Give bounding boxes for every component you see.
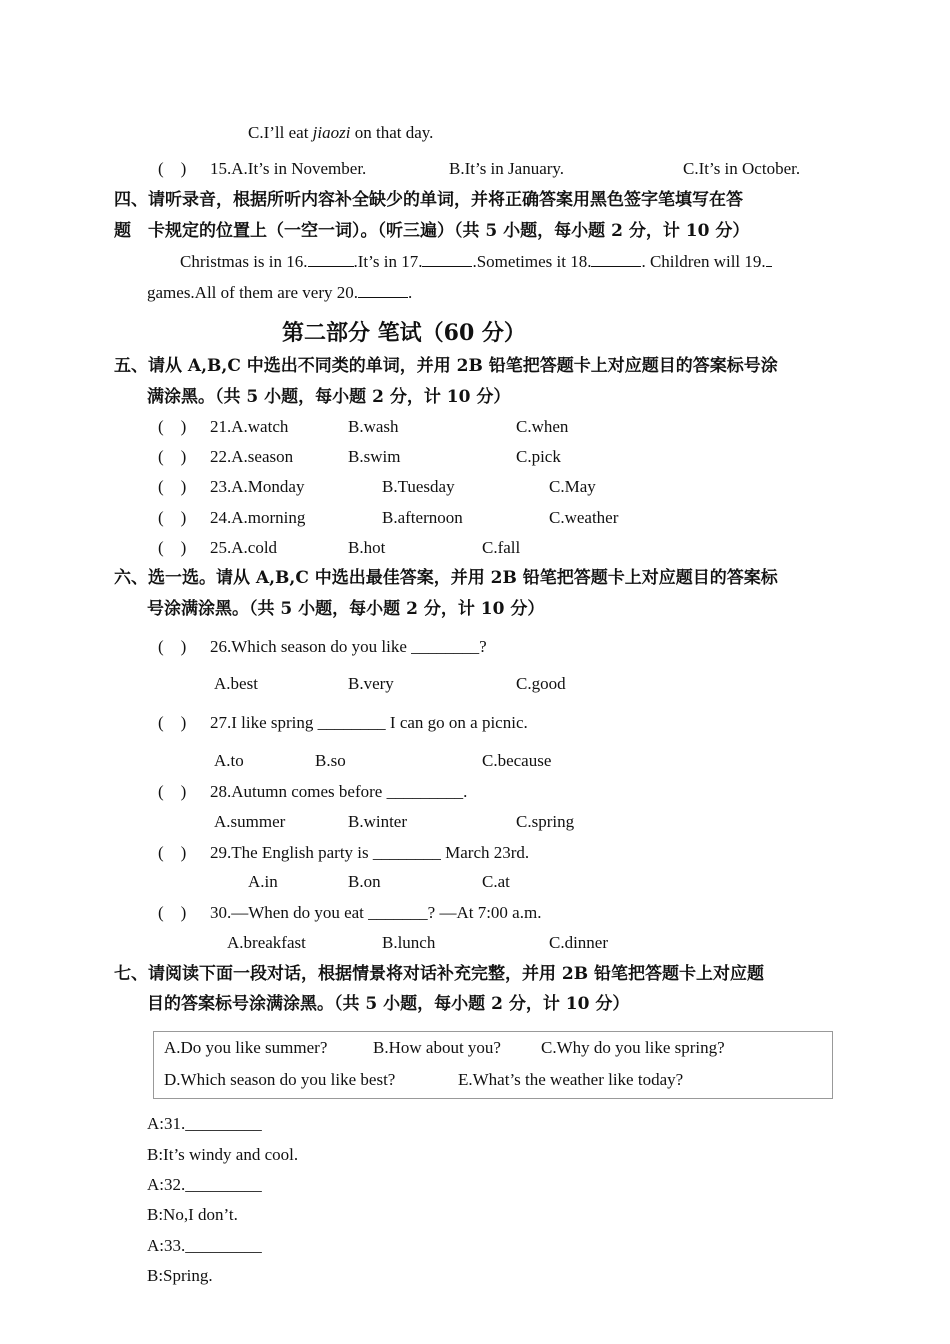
- section6-heading-line1: 六、选一选。请从 A,B,C 中选出最佳答案，并用 2B 铅笔把答题卡上对应题目的答案标: [114, 568, 778, 588]
- q24-option-b: B.afternoon: [382, 508, 463, 527]
- q22-option-c: C.pick: [516, 447, 561, 466]
- q21-option-c: C.when: [516, 417, 569, 436]
- dialogue-line: B:It’s windy and cool.: [147, 1145, 299, 1164]
- q24-option-c: C.weather: [549, 508, 619, 527]
- q23-option-b: B.Tuesday: [382, 477, 455, 496]
- q27-question: 27.I like spring ________ I can go on a picnic.: [210, 713, 528, 732]
- section4-text-line2: games.All of them are very 20. .: [147, 283, 413, 302]
- q15-option-a: 15.A.It’s in November.: [210, 159, 367, 178]
- q21-option-b: B.wash: [348, 417, 399, 436]
- q23-option-c: C.May: [549, 477, 596, 496]
- q28-option-b: B.winter: [348, 812, 408, 831]
- option-d: D.Which season do you like best?: [164, 1070, 396, 1089]
- q28-question: 28.Autumn comes before _________.: [210, 782, 468, 801]
- q14-option-c: C.I’ll eat jiaozi on that day.: [248, 123, 434, 142]
- section6-heading-line2: 号涂满涂黑。（共 5 小题，每小题 2 分，计 10 分）: [147, 599, 545, 619]
- q26-option-a: A.best: [214, 674, 258, 693]
- q22-option-b: B.swim: [348, 447, 401, 466]
- q25-option-c: C.fall: [482, 538, 521, 557]
- q22-option-a: 22.A.season: [210, 447, 294, 466]
- section5-heading-line1: 五、请从 A,B,C 中选出不同类的单词，并用 2B 铅笔把答题卡上对应题目的答案标号涂: [114, 356, 778, 376]
- q15-paren: ( ): [158, 159, 187, 178]
- q21-option-a: 21.A.watch: [210, 417, 289, 436]
- option-b: B.How about you?: [373, 1038, 501, 1057]
- q29-option-c: C.at: [482, 872, 510, 891]
- q26-question: 26.Which season do you like ________?: [210, 637, 487, 656]
- q26-paren: ( ): [158, 637, 187, 656]
- blank-17[interactable]: [422, 252, 472, 267]
- part2-title: 第二部分 笔试（60 分）: [282, 320, 526, 346]
- q25-option-b: B.hot: [348, 538, 386, 557]
- q15-option-c: C.It’s in October.: [683, 159, 801, 178]
- blank-16[interactable]: [308, 252, 354, 267]
- q23-paren: ( ): [158, 477, 187, 496]
- q27-option-c: C.because: [482, 751, 552, 770]
- option-a: A.Do you like summer?: [164, 1038, 328, 1057]
- section7-heading-line2: 目的答案标号涂满涂黑。（共 5 小题，每小题 2 分，计 10 分）: [147, 994, 630, 1014]
- q26-option-b: B.very: [348, 674, 394, 693]
- blank-20[interactable]: [358, 283, 408, 298]
- dialogue-line: A:31._________: [147, 1114, 262, 1133]
- q25-paren: ( ): [158, 538, 187, 557]
- q26-option-c: C.good: [516, 674, 566, 693]
- option-e: E.What’s the weather like today?: [458, 1070, 684, 1089]
- q29-option-a: A.in: [248, 872, 278, 891]
- section7-heading-line1: 七、请阅读下面一段对话，根据情景将对话补充完整，并用 2B 铅笔把答题卡上对应题: [114, 964, 765, 984]
- blank-18[interactable]: [591, 252, 641, 267]
- dialogue-line: B:No,I don’t.: [147, 1205, 238, 1224]
- q28-option-c: C.spring: [516, 812, 575, 831]
- q28-paren: ( ): [158, 782, 187, 801]
- dialogue-line: A:33._________: [147, 1236, 262, 1255]
- q25-option-a: 25.A.cold: [210, 538, 278, 557]
- q24-option-a: 24.A.morning: [210, 508, 306, 527]
- section5-heading-line2: 满涂黑。（共 5 小题，每小题 2 分，计 10 分）: [147, 387, 511, 407]
- q24-paren: ( ): [158, 508, 187, 527]
- q30-option-b: B.lunch: [382, 933, 436, 952]
- section4-heading-line2: 题 卡规定的位置上（一空一词）。（听三遍）（共 5 小题，每小题 2 分，计 10 分）: [114, 221, 750, 241]
- q28-option-a: A.summer: [214, 812, 286, 831]
- q29-paren: ( ): [158, 843, 187, 862]
- section4-heading-line1: 四、请听录音，根据所听内容补全缺少的单词，并将正确答案用黑色签字笔填写在答: [114, 190, 743, 210]
- option-c: C.Why do you like spring?: [541, 1038, 725, 1057]
- dialogue-line: A:32._________: [147, 1175, 262, 1194]
- q21-paren: ( ): [158, 417, 187, 436]
- q27-option-b: B.so: [315, 751, 346, 770]
- q23-option-a: 23.A.Monday: [210, 477, 305, 496]
- q29-option-b: B.on: [348, 872, 381, 891]
- q27-option-a: A.to: [214, 751, 244, 770]
- q30-option-a: A.breakfast: [227, 933, 306, 952]
- q15-option-b: B.It’s in January.: [449, 159, 565, 178]
- q27-paren: ( ): [158, 713, 187, 732]
- dialogue-line: B:Spring.: [147, 1266, 213, 1285]
- q30-question: 30.—When do you eat _______? —At 7:00 a.m.: [210, 903, 542, 922]
- section4-text-line1: Christmas is in 16. .It’s in 17. .Sometimes it 18. . Children will 19.: [180, 251, 772, 273]
- q30-paren: ( ): [158, 903, 187, 922]
- q22-paren: ( ): [158, 447, 187, 466]
- q30-option-c: C.dinner: [549, 933, 609, 952]
- blank-19[interactable]: [766, 252, 772, 267]
- q29-question: 29.The English party is ________ March 23rd.: [210, 843, 530, 862]
